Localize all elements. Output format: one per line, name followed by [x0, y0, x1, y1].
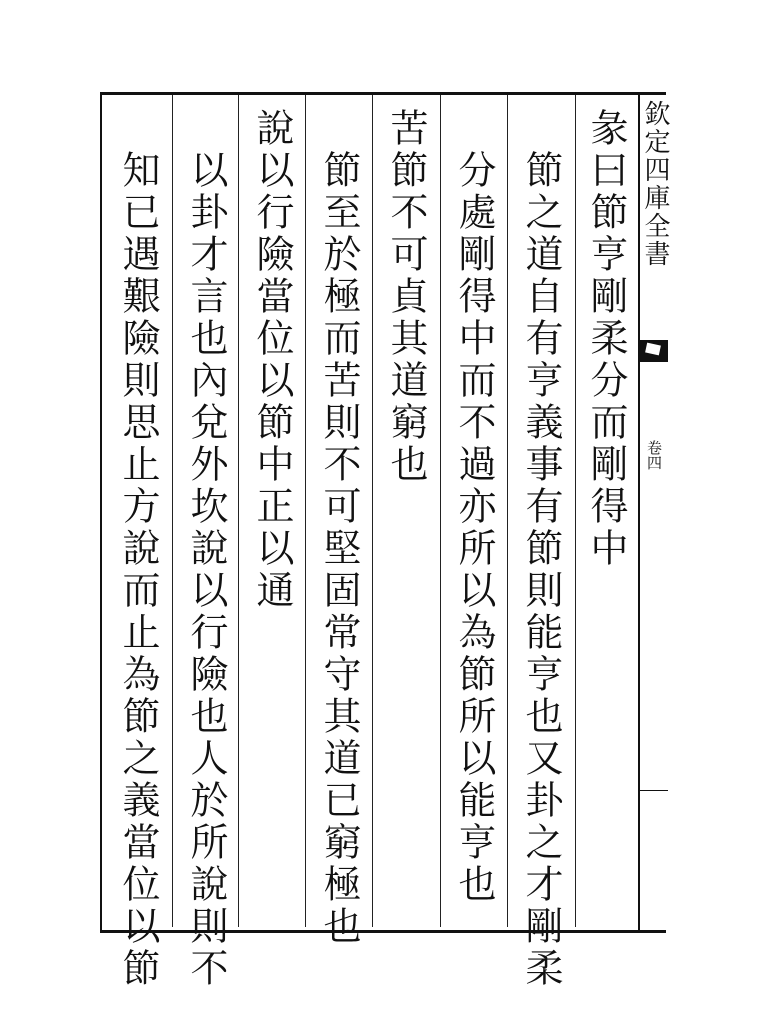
collection-title: 欽定四庫全書 — [640, 100, 670, 268]
text-column-1: 彖曰節亨剛柔分而剛得中 — [584, 108, 628, 570]
column-rule — [507, 95, 508, 927]
text-column-5: 節至於極而苦則不可堅固常守其道已窮極也 — [317, 150, 361, 948]
column-rule — [305, 95, 306, 927]
column-rule — [440, 95, 441, 927]
column-rule — [372, 95, 373, 927]
margin-tick — [638, 790, 668, 791]
column-rule — [172, 95, 173, 927]
volume-label: 卷四 — [645, 440, 663, 470]
text-column-3: 分處剛得中而不過亦所以為節所以能亨也 — [452, 150, 496, 906]
text-column-4: 苦節不可貞其道窮也 — [384, 108, 428, 486]
text-column-6: 說以行險當位以節中正以通 — [250, 108, 294, 612]
text-column-8: 知已遇艱險則思止方說而止為節之義當位以節 — [116, 150, 160, 990]
frame-left-border — [100, 92, 102, 930]
text-column-2: 節之道自有亨義事有節則能亨也又卦之才剛柔 — [519, 150, 563, 990]
column-rule — [575, 95, 576, 927]
fishtail-mark-icon — [640, 340, 668, 362]
column-rule — [238, 95, 239, 927]
text-column-7: 以卦才言也內兌外坎說以行險也人於所說則不 — [184, 150, 228, 990]
